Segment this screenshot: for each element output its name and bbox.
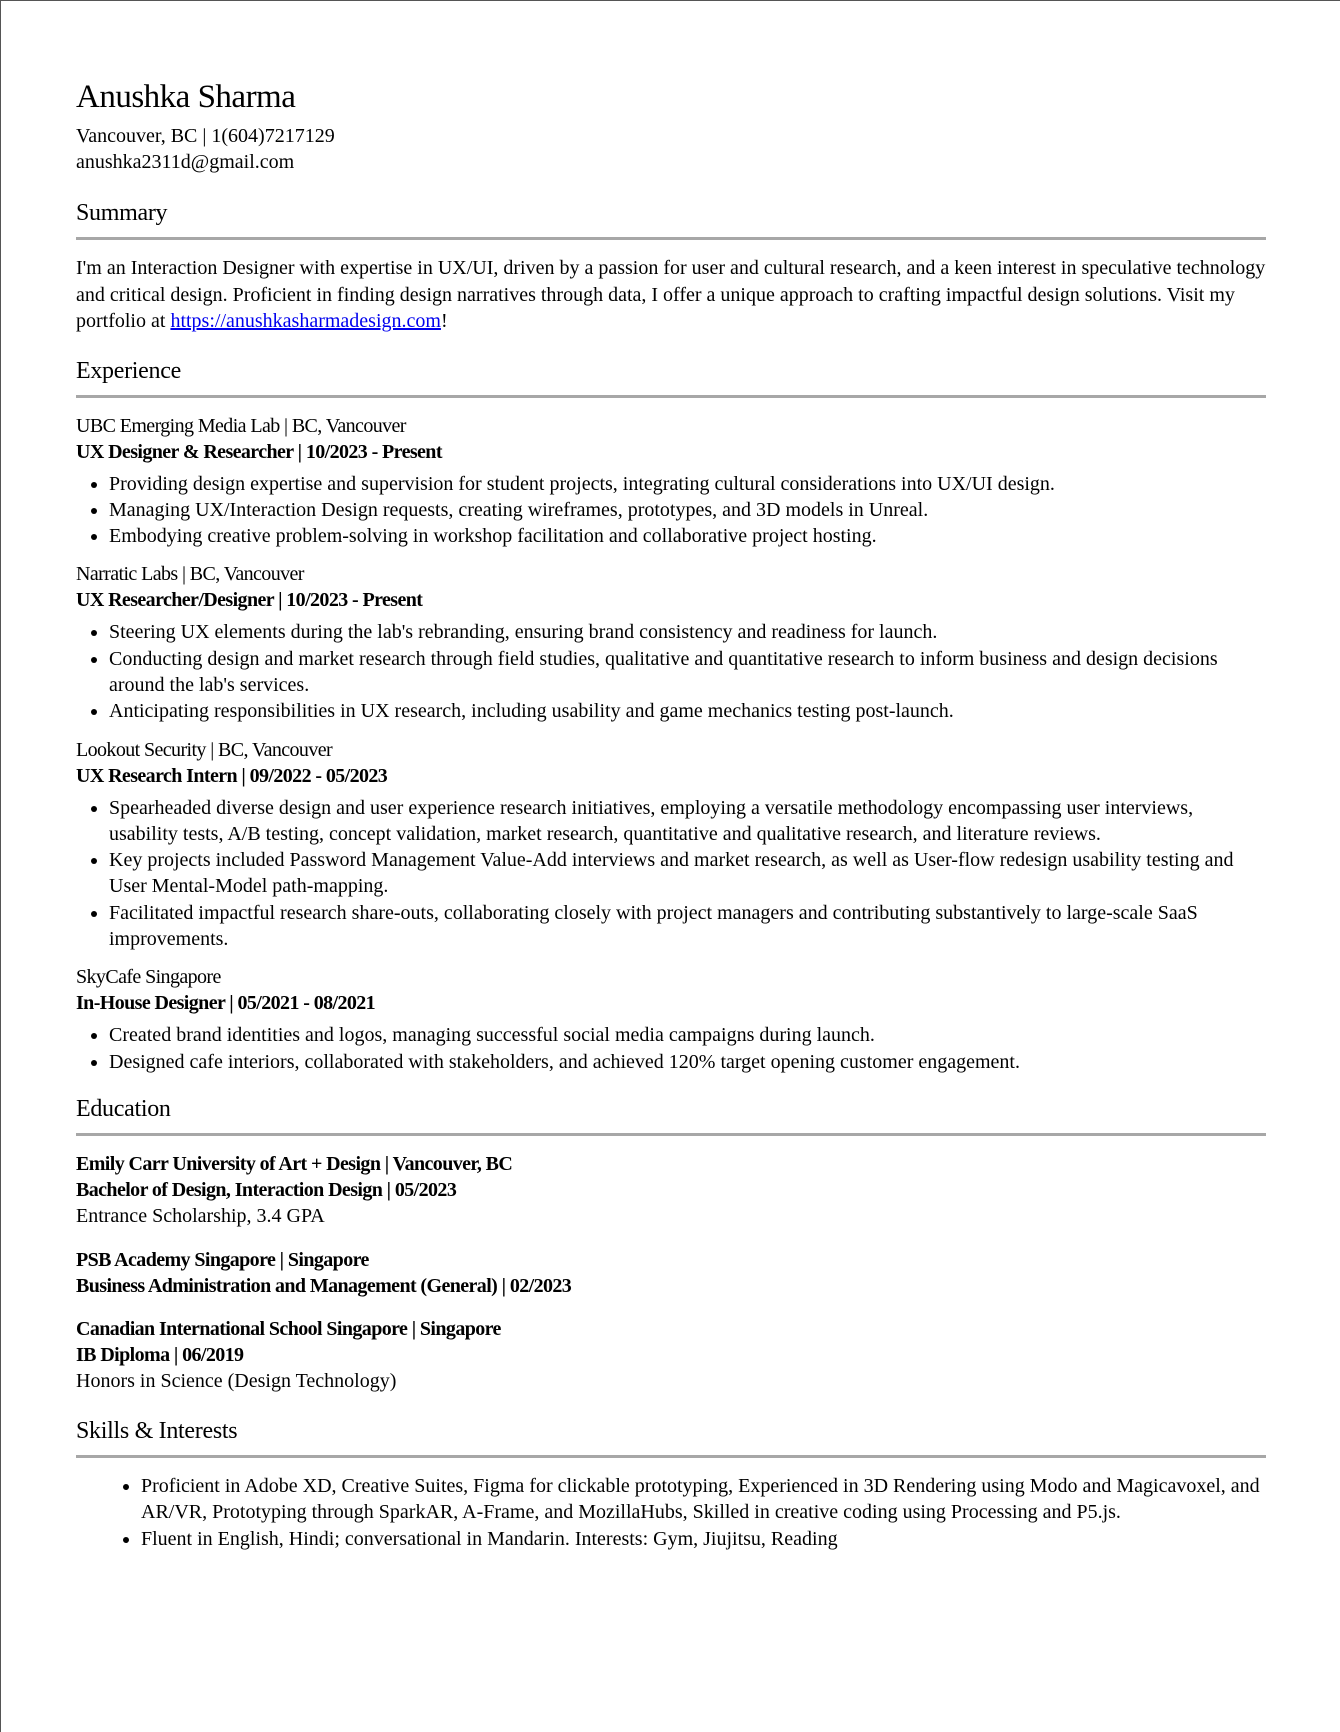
list-item: • Designed cafe interiors, collaborated with stakeholders, and achieved 120% target opening customer engagement. xyxy=(109,1049,1266,1075)
education-heading: Education xyxy=(76,1095,171,1122)
job-org: SkyCafe Singapore xyxy=(76,966,221,989)
list-item: • Managing UX/Interaction Design requests, creating wireframes, prototypes, and 3D models in Unreal. xyxy=(109,497,1266,523)
job-bullets xyxy=(76,619,1266,724)
section-divider xyxy=(76,1133,1266,1136)
summary-text xyxy=(76,255,1266,335)
education-entry xyxy=(76,1247,1266,1299)
job-entry xyxy=(76,737,1266,953)
education-note: Honors in Science (Design Technology) xyxy=(76,1369,397,1392)
list-item: • Anticipating responsibilities in UX research, including usability and game mechanics testing post-launch. xyxy=(109,698,1266,724)
contact-email: anushka2311d@gmail.com xyxy=(76,151,295,173)
job-org: UBC Emerging Media Lab | BC, Vancouver xyxy=(76,414,406,437)
list-item: • Created brand identities and logos, managing successful social media campaigns during launch. xyxy=(109,1022,1266,1048)
skills-heading: Skills & Interests xyxy=(76,1417,238,1444)
list-item: • Spearheaded diverse design and user experience research initiatives, employing a versatile methodology encompassing user interviews, usability tests, A/B testing, concept validation, market research, quantitative and qualitative research, and literature reviews. xyxy=(109,795,1266,848)
list-item: • Key projects included Password Management Value-Add interviews and market research, as well as User-flow redesign usability testing and User Mental-Model path-mapping. xyxy=(109,847,1266,900)
degree: Business Administration and Management (General) | 02/2023 xyxy=(76,1274,572,1297)
education-entry xyxy=(76,1151,1266,1230)
job-role: UX Researcher/Designer | 10/2023 - Present xyxy=(76,589,423,612)
skills-bullets xyxy=(76,1473,1266,1552)
list-item: • Fluent in English, Hindi; conversational in Mandarin. Interests: Gym, Jiujitsu, Reading xyxy=(141,1526,1266,1552)
job-org: Narratic Labs | BC, Vancouver xyxy=(76,563,304,586)
school-name: Canadian International School Singapore | Singapore xyxy=(76,1317,501,1340)
summary-heading: Summary xyxy=(76,200,168,226)
list-item: • Steering UX elements during the lab's rebranding, ensuring brand consistency and readiness for launch. xyxy=(109,619,1266,645)
job-role: UX Research Intern | 09/2022 - 05/2023 xyxy=(76,764,388,787)
summary-section xyxy=(76,197,1266,335)
education-note: Entrance Scholarship, 3.4 GPA xyxy=(76,1204,325,1227)
list-item: • Conducting design and market research through field studies, qualitative and quantitative research to inform business and design decisions around the lab's services. xyxy=(109,646,1266,699)
list-item: • Embodying creative problem-solving in workshop facilitation and collaborative project hosting. xyxy=(109,523,1266,549)
job-bullets xyxy=(76,795,1266,953)
job-entry xyxy=(76,413,1266,550)
job-entry xyxy=(76,561,1266,724)
education-section xyxy=(76,1093,1266,1395)
job-bullets xyxy=(76,471,1266,550)
list-item: • Providing design expertise and supervision for student projects, integrating cultural considerations into UX/UI design. xyxy=(109,471,1266,497)
list-item: • Facilitated impactful research share-outs, collaborating closely with project managers and contributing substantively to large-scale SaaS improvements. xyxy=(109,900,1266,953)
job-org: Lookout Security | BC, Vancouver xyxy=(76,738,333,761)
skills-section xyxy=(76,1415,1266,1552)
candidate-name: Anushka Sharma xyxy=(76,79,296,115)
section-divider xyxy=(76,395,1266,398)
experience-heading: Experience xyxy=(76,357,181,384)
contact-location-phone: Vancouver, BC | 1(604)7217129 xyxy=(76,125,335,147)
job-bullets xyxy=(76,1022,1266,1075)
degree: Bachelor of Design, Interaction Design | 05/2023 xyxy=(76,1178,457,1201)
summary-end: ! xyxy=(440,310,448,332)
job-entry xyxy=(76,964,1266,1075)
education-entry xyxy=(76,1316,1266,1395)
experience-section xyxy=(76,355,1266,1075)
school-name: PSB Academy Singapore | Singapore xyxy=(76,1248,369,1271)
section-divider xyxy=(76,1455,1266,1458)
section-divider xyxy=(76,237,1266,240)
portfolio-link[interactable]: https://anushkasharmadesign.com xyxy=(170,310,441,332)
degree: IB Diploma | 06/2019 xyxy=(76,1343,244,1366)
summary-body: I'm an Interaction Designer with expertise in UX/UI, driven by a passion for user and cultural research, and a keen interest in speculative technology and critical design. Proficient in finding design narratives through data, I offer a unique approach to crafting impactful design solutions. Visit my portfolio at xyxy=(76,257,1266,332)
job-role: In-House Designer | 05/2021 - 08/2021 xyxy=(76,992,376,1015)
job-role: UX Designer & Researcher | 10/2023 - Present xyxy=(76,440,442,463)
list-item: • Proficient in Adobe XD, Creative Suites, Figma for clickable prototyping, Experienced in 3D Rendering using Modo and Magicavoxel, and AR/VR, Prototyping through SparkAR, A-Frame, and MozillaHubs, Skilled in creative coding using Processing and P5.js. xyxy=(141,1473,1266,1526)
school-name: Emily Carr University of Art + Design | Vancouver, BC xyxy=(76,1152,513,1175)
